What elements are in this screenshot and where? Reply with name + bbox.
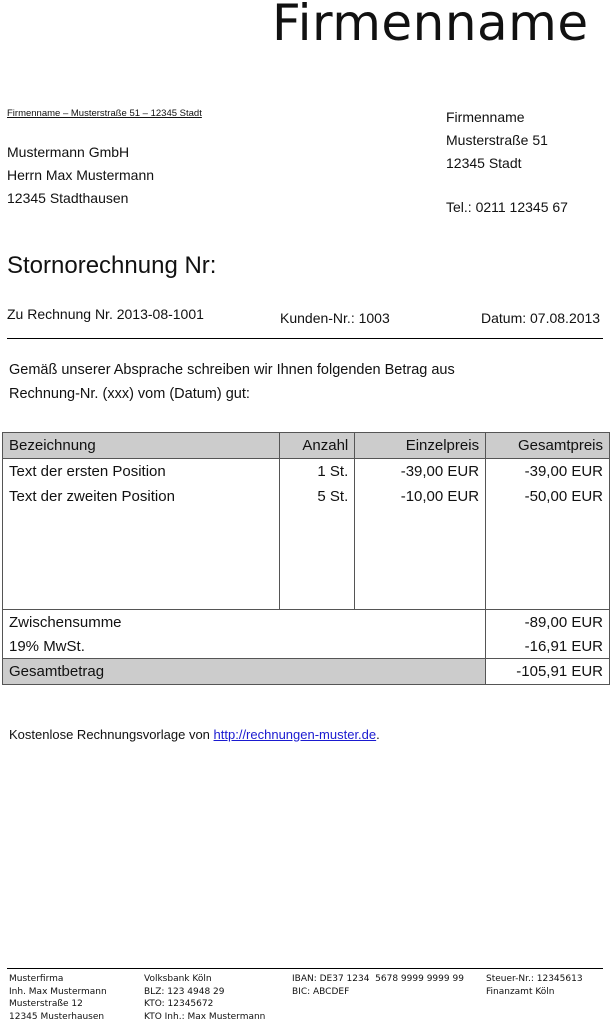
- intro-text: [9, 358, 455, 406]
- footer-street: Musterstraße 12: [9, 999, 83, 1010]
- tax-row: [3, 634, 610, 659]
- grand-total-value: -105,91 EUR: [486, 659, 610, 685]
- subtotal-label: Zwischensumme: [3, 610, 486, 635]
- grand-total-row: [3, 659, 610, 685]
- footer-city: 12345 Musterhausen: [9, 1012, 105, 1023]
- recipient-address: [7, 141, 154, 210]
- tax-label: 19% MwSt.: [3, 634, 486, 659]
- header-total-price: Gesamtpreis: [486, 433, 610, 459]
- template-credit-text: Kostenlose Rechnungsvorlage von: [9, 727, 214, 742]
- items-table: [2, 432, 610, 685]
- intro-line-1: Gemäß unserer Absprache schreiben wir Ihnen folgenden Betrag aus: [9, 362, 455, 378]
- table-row: [3, 484, 610, 509]
- recipient-person: Herrn Max Mustermann: [7, 167, 155, 183]
- footer-bank-name: Volksbank Köln: [144, 974, 212, 984]
- footer-divider: [7, 968, 603, 969]
- company-block-street: Musterstraße 51: [446, 132, 548, 148]
- item-total-price: -50,00 EUR: [486, 484, 610, 509]
- footer-tax-info: [486, 973, 583, 998]
- document-title: Stornorechnung Nr:: [7, 252, 217, 279]
- grand-total-label: Gesamtbetrag: [3, 659, 486, 685]
- footer-iban-info: [292, 973, 464, 998]
- footer-blz: BLZ: 123 4948 29: [144, 986, 225, 997]
- header-divider: [7, 338, 603, 339]
- subtotal-value: -89,00 EUR: [486, 610, 610, 635]
- footer-bic: BIC: ABCDEF: [292, 986, 350, 997]
- table-row: [3, 459, 610, 485]
- footer-company-name: Musterfirma: [9, 974, 64, 984]
- item-quantity: 1 St.: [280, 459, 355, 485]
- customer-number: [280, 310, 390, 328]
- item-description: Text der ersten Position: [3, 459, 280, 485]
- company-phone: Tel.: 0211 12345 67: [446, 199, 568, 215]
- template-credit-link[interactable]: http://rechnungen-muster.de: [213, 727, 377, 742]
- footer-iban: IBAN: DE37 1234 5678 9999 9999 99: [292, 974, 464, 984]
- item-description: Text der zweiten Position: [3, 484, 280, 509]
- recipient-company: Mustermann GmbH: [7, 144, 130, 160]
- footer-company-info: [9, 973, 107, 1024]
- sender-address-line: Firmenname – Musterstraße 51 – 12345 Stadt: [7, 108, 202, 119]
- footer-tax-office: Finanzamt Köln: [486, 986, 555, 997]
- recipient-city: 12345 Stadthausen: [7, 190, 129, 206]
- header-quantity: Anzahl: [280, 433, 355, 459]
- footer-owner: Inh. Max Mustermann: [9, 986, 107, 997]
- table-header-row: [3, 433, 610, 459]
- footer-account-holder: KTO Inh.: Max Mustermann: [144, 1012, 266, 1023]
- footer-tax-number: Steuer-Nr.: 12345613: [486, 974, 583, 984]
- template-credit-suffix: .: [376, 727, 380, 742]
- header-unit-price: Einzelpreis: [355, 433, 486, 459]
- intro-line-2: Rechnung-Nr. (xxx) vom (Datum) gut:: [9, 386, 250, 402]
- footer-account: KTO: 12345672: [144, 999, 214, 1010]
- subtotal-row: [3, 610, 610, 635]
- document-date-text: Datum: 07.08.2013: [481, 310, 601, 326]
- item-unit-price: -10,00 EUR: [355, 484, 486, 509]
- item-quantity: 5 St.: [280, 484, 355, 509]
- template-credit: [9, 727, 380, 742]
- table-empty-space: [3, 509, 610, 610]
- footer-bank-info: [144, 973, 265, 1024]
- document-date: [481, 310, 600, 328]
- company-block-city: 12345 Stadt: [446, 155, 522, 171]
- item-unit-price: -39,00 EUR: [355, 459, 486, 485]
- item-total-price: -39,00 EUR: [486, 459, 610, 485]
- tax-value: -16,91 EUR: [486, 634, 610, 659]
- company-block-name: Firmenname: [446, 109, 525, 125]
- company-name-heading: Firmenname: [272, 0, 589, 52]
- company-address: [446, 106, 548, 175]
- invoice-reference: Zu Rechnung Nr. 2013-08-1001: [7, 306, 204, 322]
- customer-number-text: Kunden-Nr.: 1003: [280, 310, 390, 326]
- header-description: Bezeichnung: [3, 433, 280, 459]
